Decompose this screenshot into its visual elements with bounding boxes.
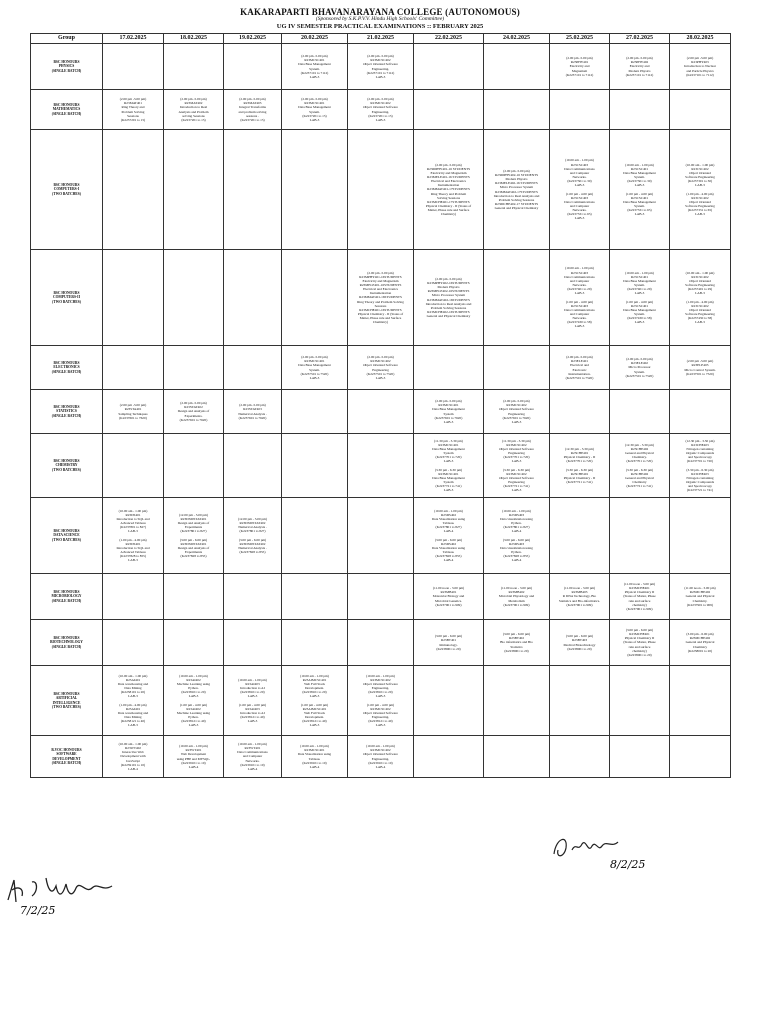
exam-slot (103, 574, 164, 620)
exam-slot: (2.00 pm -5.00 pm) R23STAT403 Numerical Analysis . (K2237601 to 7620) (224, 390, 282, 434)
schedule-row (31, 90, 731, 130)
group-name: B.VOC HONOURS SOFTWARE DEVELOPMENT (SINGLE BATCH) (31, 736, 103, 778)
schedule-row (31, 130, 731, 250)
exam-slot (550, 90, 610, 130)
schedule-row (31, 666, 731, 736)
college-title: KAKARAPARTI BHAVANARAYANA COLLEGE (AUTONOMOUS) (240, 7, 520, 17)
exam-slot (348, 620, 414, 666)
exam-slot: (2.00 pm -5.00 pm) R23MCSC401 Data Base Management System. (K2237101 to 7112) LAB-3 (282, 44, 348, 90)
exam-slot: (2.00 pm -5.00 pm) R23PHY403 Introduction to Nuclear and Particle Physics (K2237101 to 7112) (670, 44, 731, 90)
exam-slot: (10.00 am - 1.00 pm) R23WT401 Data Communications and Computer Networks. (K2239101 to 10) LAB-4 (224, 736, 282, 778)
header-date: 22.02.2025 (414, 34, 484, 44)
exam-slot (414, 666, 484, 736)
table-header-row (31, 34, 731, 44)
signature-right-date: 8/2/25 (610, 858, 646, 871)
exam-slot: (2.00 pm -5.00 pm) R23MAT401 Ring Theory and Problem Solving Sessions (K2237201 to 15) (103, 90, 164, 130)
exam-slot: (10.00 am - 1.00 pm) R23CSC401 Data Base Management System. (K2237401 to 29) LAB-3 (1.00 pm - 4.00 pm) R23CSC401 Data Base Management System. (K2237430 to 58) LAB-3 (610, 250, 670, 346)
exam-slot (670, 498, 731, 574)
exam-slot (484, 666, 550, 736)
exam-slot (670, 736, 731, 778)
exam-slot: (10.00 am - 1.00 pm) R23MCSC402 Object Oriented Software Engineering. (K2239101 to 10) LAB-4 (348, 736, 414, 778)
exam-slot (103, 434, 164, 498)
exam-slot (550, 390, 610, 434)
exam-slot: (12.30 pm - 3.30 pm) R23CHE401 Physical Chemistry - II (K2237701 to 720) (3.30 pm - 6.30 pm) R23CHE401 Physical Chemistry - II (K2237721 to 741) (550, 434, 610, 498)
exam-slot: (3.00 pm - 6.00 pm) R23MCHE401 Physical Chemistry II (States of Matter, Phase rule and surface chemistry) (K2238001 to 20) (610, 620, 670, 666)
schedule-row (31, 390, 731, 434)
exam-slot (348, 130, 414, 250)
exam-slot (164, 250, 224, 346)
exam-slot (670, 390, 731, 434)
exam-slot: (3.00 pm - 6.00 pm) R23BT402 Bio informatics and Bio Statistics (K2238001 to 20) (484, 620, 550, 666)
signature-left (2, 870, 142, 920)
exam-slot (610, 390, 670, 434)
exam-slot: (2.00 pm -5.00 pm) R23MCSC401 Data Base Management System. (K2237501 to 7520) LAB-3 (282, 346, 348, 390)
exam-slot: (2.00 pm -5.00 pm) R23ELE403 Micro Control System. (K2237501 to 7520) (670, 346, 731, 390)
exam-slot: (10.00 am - 1.00 pm) R23MCSC401 Data Visualization using Tableau. (K2239101 to 10) LAB-4 (282, 736, 348, 778)
exam-slot: (11.00 noon - 3.00 pm) R23MCHE401 Physical Chemistry II (States of Matter, Phase rule and surface chemistry) (K2237901 to 909) (610, 574, 670, 620)
exam-slot: (2.00 pm -5.00 pm) R23MCSC401 Data Base Management System (K2237601 to 7620) LAB-3 (414, 390, 484, 434)
group-name: BSC HONOURS ARTIFICIAL INTELLIGENCE (TWO BATCHES) (31, 666, 103, 736)
exam-slot: (2.00 pm -5.00 pm) R23MCSC402 Object Oriented Software Engineering. (K2237201 to 15) LAB-3 (348, 90, 414, 130)
exam-slot (164, 434, 224, 498)
exam-slot (282, 498, 348, 574)
exam-slot (610, 736, 670, 778)
exam-slot: (11.30 pm - 3.30 pm) R23MCSC402 Object Oriented Software Engineering (K2237701 to 720) LAB-3 (3.30 pm - 6.30 pm) R23MCSC402 Object Oriented Software Engineering (K2237721 to 741) LAB-3 (484, 434, 550, 498)
schedule-row (31, 620, 731, 666)
exam-slot (282, 130, 348, 250)
header-date: 18.02.2025 (164, 34, 224, 44)
exam-slot (348, 498, 414, 574)
exam-slot: (10.00 am - 1.00 pm) R23MCSC402 Object Oriented Software Engineering. (K2238101 to 20) LAB-3 (1.00 pm - 4.00 pm) R23MCSC402 Object Oriented Software Engineering. (K2238121 to 40) LAB-3 (348, 666, 414, 736)
exam-slot (164, 346, 224, 390)
exam-slot (224, 346, 282, 390)
exam-slot: (11.00 noon - 3.00 pm) R23MCHE402 General and Physical Chemistry. (K2237901 to 909) (670, 574, 731, 620)
exam-slot: (2.00 pm -5.00 pm) R23MPHY401-16STUDENTS Electricity and Magnetism R23MELE401-16STUDENTS Electrical and Electronics Instrumentation R23MMAT401-16STUDENTS Ring Theory and Problem Solving Sessions R23MCHE401-16STUDENTS Physical Chemistry - II (States of Matter, Phase rule and Surface Chemistry) (348, 250, 414, 346)
exam-slot (224, 130, 282, 250)
exam-slot: (12.00 pm - 3.00 pm) R23DSMSTAT402 Numerical Analysis . (K2237801 to 827) (3.00 pm - 6.00 pm) R23DSMSTAT402 Numerical Analysis . (K2237828 to 855) (224, 498, 282, 574)
exam-slot (224, 574, 282, 620)
exam-slot: (2.00 pm -5.00 pm) R23MAT402 Introduction to Real Analysis and Problem solving Sessions (K2237201 to 15) (164, 90, 224, 130)
exam-slot: (2.00 pm -5.00 pm) R23MCSC402 Object Oriented Software Engineering (K2237501 to 7520) LAB-3 (348, 346, 414, 390)
header-date: 21.02.2025 (348, 34, 414, 44)
group-name: BSC HONOURS COMPUTERS-II (TWO BATCHES) (31, 250, 103, 346)
exam-slot: (2.00 pm -5.00 pm) R23STA401 Sampling Techniques (K2237601 to 7620) (103, 390, 164, 434)
exam-slot: (3.00 pm - 6.00 pm) R23BT401 Immunology. (K2238001 to 20) (414, 620, 484, 666)
exam-slot (550, 498, 610, 574)
schedule-row (31, 498, 731, 574)
exam-slot: (3.00 pm - 6.00 pm) R23MCHE402 General and Physical Chemistry (K2238001 to 20) (670, 620, 731, 666)
exam-slot (103, 346, 164, 390)
exam-slot: (10.00 am - 1.00 pm) R23WT402 Interactive Web Development with JavaScript (K2239101 to 10) LAB-4 (103, 736, 164, 778)
exam-slot (610, 90, 670, 130)
exam-slot: (10.00 am - 1.00 pm) R23DS402 Data Visualization using Tableau. (K2237801 to 827) LAB-4 (3.00 pm - 6.00 pm) R23DS402 Data Visualization using Tableau. (K2237828 to 855) LAB-4 (414, 498, 484, 574)
exam-slot: (10.00 am - 1.00 pm) R23CSC401 Data Base Management System. (K2237301 to 30) LAB-3 (1.00 pm - 4.00 pm) R23CSC401 Data Base Management System. (K2237331 to 65) LAB-3 (610, 130, 670, 250)
group-name: BSC HONOURS ELECTRONICS (SINGLE BATCH) (31, 346, 103, 390)
exam-slot (550, 736, 610, 778)
group-name: BSC HONOURS MATHEMATICS (SINGLE BATCH) (31, 90, 103, 130)
exam-slot: (2.00 pm -5.00 pm) R23MAT403 Integral Transforms and problem solving sessions . (K2237201 to 15) (224, 90, 282, 130)
document-page (30, 8, 730, 778)
exam-slot (103, 130, 164, 250)
exam-slot (550, 666, 610, 736)
exam-slot (484, 736, 550, 778)
header-date: 19.02.2025 (224, 34, 282, 44)
exam-slot: (10.00 am - 1.00 pm) R23DS403 Data visualization using Python. (K2237801 to 827) LAB-4 (3.00 pm - 6.00 pm) R23DS403 Data visualization using Python. (K2237828 to 855) LAB-4 (484, 498, 550, 574)
exam-slot (282, 434, 348, 498)
exam-slot (484, 346, 550, 390)
exam-slot (164, 620, 224, 666)
exam-slot (282, 574, 348, 620)
exam-slot (484, 90, 550, 130)
exam-slot (348, 390, 414, 434)
group-name: BSC HONOURS BIOTECHNOLOGY (SINGLE BATCH) (31, 620, 103, 666)
exam-slot (164, 44, 224, 90)
exam-slot: (10.00 am - 1.00 pm) R23CSC402 Object Oriented Software Engineering (K2237301 to 30) LAB-3 (1.00 pm - 4.00 pm) R23CSC402 Object Oriented Software Engineering (K2237331 to 65) LAB-3 (670, 130, 731, 250)
exam-slot: (10.00 am - 1.00 pm) R23AI401 Data warehousing and Data Mining (K2238101 to 20) LAB-3 (1.00 pm - 4.00 pm) R23AI401 Data warehousing and Data Mining (K2238121 to 40) LAB-3 (103, 666, 164, 736)
exam-slot (670, 666, 731, 736)
group-name: BSC HONOURS CHEMISTRY (TWO BATCHES) (31, 434, 103, 498)
exam-slot: (2.00 pm -5.00 pm) R23ELE401 Electrical and Electronic Instrumentation. (K2237501 to 7520) (550, 346, 610, 390)
exam-slot (224, 434, 282, 498)
schedule-row (31, 736, 731, 778)
sponsor-line: (Sponsored by S.K.P.V.V. Hindu High Schools' Committee) (315, 16, 445, 23)
exam-slot: (2.00 pm -5.00 pm) R23MCSC401 Data Base Management System. (K2237201 to 15) LAB-3 (282, 90, 348, 130)
group-name: BSC HONOURS PHYSICS (SINGLE BATCH) (31, 44, 103, 90)
group-name: BSC HONOURS MICROBIOLOGY (SINGLE BATCH) (31, 574, 103, 620)
header-date: 25.02.2025 (550, 34, 610, 44)
schedule-table (30, 33, 731, 778)
exam-slot (282, 390, 348, 434)
exam-slot (610, 666, 670, 736)
exam-slot: (10.00 am - 1.00 pm) R23WT401 Web Development using PHP and MYSQL. (K2239101 to 10) LAB-4 (164, 736, 224, 778)
table-body (31, 44, 731, 778)
exam-slot: (11.00 noon - 3.00 pm) R23MB401 Molecular Biology and Microbial Genetics. (K2237901 to 909) (414, 574, 484, 620)
exam-slot: (10.00 am - 1.00 pm) R23AI402 Machine Learning using Python. (K2238101 to 20) LAB-3 (1.00 pm - 4.00 pm) R23AI402 Machine Learning using Python. (K2238121 to 40) LAB-3 (164, 666, 224, 736)
exam-slot (484, 250, 550, 346)
group-name: BSC HONOURS DATA SCIENCE (TWO BATCHES) (31, 498, 103, 574)
exam-slot: (2.00 pm -5.00 pm) R23MPHY401-16 STUDENTS Electricity and Magnetism R23MELE401-16 STUDENTS Electrical and Electronics Instrumentation R23MMAT401-17STUDENTS Ring Theory and Problem Solving Sessions R23MCHE401-17STUDENTS Physical Chemistry - II (States of Matter, Phase rule and Surface Chemistry) (414, 130, 484, 250)
schedule-row (31, 346, 731, 390)
exam-slot (103, 620, 164, 666)
header-date: 20.02.2025 (282, 34, 348, 44)
exam-slot (282, 250, 348, 346)
group-name: BSC HONOURS STATISTICS (SINGLE BATCH) (31, 390, 103, 434)
exam-slot (670, 90, 731, 130)
exam-slot: (2.00 pm -5.00 pm) R23MCSC402 Object Oriented Software Engineering (K2237601 to 7620) LAB-3 (484, 390, 550, 434)
exam-slot (348, 434, 414, 498)
header-date: 27.02.2025 (610, 34, 670, 44)
exam-slot: (11.00 noon - 3.00 pm) R23MB402 Microbial Physiology and Metabolism (K2237901 to 909) (484, 574, 550, 620)
exam-slot (103, 250, 164, 346)
exam-slot (224, 250, 282, 346)
exam-slot: (2.00 pm -5.00 pm) R23MCSC402 Object Oriented Software Engineering. (K2237101 to 7112) LAB-3 (348, 44, 414, 90)
exam-slot: (11.00 noon - 3.00 pm) R23MB403 R DNA Technology, Bio Statistics and Bio-informatics. (K2237901 to 909) (550, 574, 610, 620)
exam-slot: (12.00 pm - 3.00 pm) R23DSMSTAT401 Design and Analysis of Experiments (K2237801 to 827) (3.00 pm - 6.00 pm) R23DSMSTAT401 Design and Analysis of Experiments (K2237828 to 855) (164, 498, 224, 574)
exam-slot (414, 90, 484, 130)
exam-slot (348, 574, 414, 620)
schedule-row (31, 44, 731, 90)
schedule-row (31, 250, 731, 346)
document-header (30, 8, 730, 31)
exam-slot: (12.30 pm - 3.30 pm) R23CHE403 Nitrogen containing Organic Compounds and Spectroscopy (K2237701 to 720) (3.30 pm - 6.30 pm) R23CHE403 Nitrogen containing Organic Compounds and Spectroscopy (K2237721 to 741) (670, 434, 731, 498)
exam-slot (282, 620, 348, 666)
exam-slot (414, 736, 484, 778)
signature-left-date: 7/2/25 (20, 904, 56, 917)
exam-slot (224, 44, 282, 90)
exam-title: UG IV SEMESTER PRACTICAL EXAMINATIONS :: FEBRUARY 2025 (276, 23, 484, 31)
exam-slot: (12.30 pm - 3.30 pm) R23CHE402 General and Physical Chemistry. (K2237701 to 720) (3.30 pm - 6.30 pm) R23CHE402 General and Physical Chemistry (K2237721 to 741) (610, 434, 670, 498)
exam-slot: (10.00 am - 1.00 pm) R23CSC403 Data Communications and Computer Networks. (K2237401 to 29) LAB-3 (1.00 pm - 4.00 pm) R23CSC403 Data Communications and Computer Networks. (K2237430 to 58) LAB-3 (550, 250, 610, 346)
exam-slot: (10.00 am - 1.00 pm) R23AIMCSC401 Web Full Stack Development. (K2238101 to 20) LAB-3 (1.00 pm - 4.00 pm) R23AIMCSC401 Web Full Stack Development. (K2238121 to 40) LAB-3 (282, 666, 348, 736)
exam-slot: (2.00 pm -5.00 pm) R23MPHY402-16 STUDENTS Modern Physics R23MELE402-16 STUDENTS Micro Processor System R23MMAT402-17STUDENTS Introduction to Real Analysis and Problem Solving Sessions R23MCHE402-17 STUDENTS General and Physical Chemistry (484, 130, 550, 250)
exam-slot (414, 346, 484, 390)
exam-slot: (10.00 am - 1.00 pm) R23CSC403 Data Communications and Computer Networks. (K2237301 to 30) LAB-3 (1.00 pm - 4.00 pm) R23CSC403 Data Communications and Computer Networks. (K2237331 to 65) LAB-3 (550, 130, 610, 250)
exam-slot: (10.00 am - 1.00 pm) R23DS401 Introduction to SQL and Advanced Tableau (K2237801 to 827) LAB-3 (1.00 pm - 4.00 pm) R23DS401 Introduction to SQL and Advanced Tableau (K2237828 to 855) LAB-3 (103, 498, 164, 574)
header-group: Group (31, 34, 103, 44)
group-name: BSC HONOURS COMPUTERS-I (TWO BATCHES) (31, 130, 103, 250)
signature-right (548, 828, 658, 878)
exam-slot (610, 498, 670, 574)
exam-slot: (2.00 pm -5.00 pm) R23PHY402 Electricity and Modern Physics (K2237101 to 7112) (610, 44, 670, 90)
header-date: 24.02.2025 (484, 34, 550, 44)
schedule-row (31, 574, 731, 620)
exam-slot: (2.00 pm -5.00 pm) R23ELE402 Micro Processor System. (K2237501 to 7520) (610, 346, 670, 390)
exam-slot (164, 130, 224, 250)
header-date: 28.02.2025 (670, 34, 731, 44)
exam-slot: (2.00 pm -5.00 pm) R23STAT402 Design and Analysis of Experiments. (K2237601 to 7620) (164, 390, 224, 434)
header-date: 17.02.2025 (103, 34, 164, 44)
exam-slot (414, 44, 484, 90)
exam-slot: (10.00 am - 1.00 pm) R23CSC402 Object Oriented Software Engineering (K2237401 to 29) LAB-3 (1.00 pm - 4.00 pm) R23CSC402 Object Oriented Software Engineering (K2237430 to 58) LAB-3 (670, 250, 731, 346)
exam-slot: (2.00 pm -5.00 pm) R23MPHY402-16STUDENTS Modern Physics R23MELE402-16STUDENTS Micro Processor System R23MMAT402-16STUDENTS Introduction to Real Analysis and Problem Solving Sessions R23MCHE402-16STUDENTS General and Physical Chemistry (414, 250, 484, 346)
exam-slot: (2.00 pm -5.00 pm) R23PHY401 Electricity and Magnetism (K2237101 to 7112) (550, 44, 610, 90)
exam-slot (164, 574, 224, 620)
exam-slot (103, 44, 164, 90)
exam-slot: (10.00 am - 1.00 pm) R23AI403 Introduction to AI (K2238101 to 20) LAB-3 (1.00 pm - 4.00 pm) R23AI403 Introduction to AI (K2238121 to 40) LAB-3 (224, 666, 282, 736)
schedule-row (31, 434, 731, 498)
exam-slot: (3.00 pm - 6.00 pm) R23BT403 Medical Biotechnology (K2238001 to 20) (550, 620, 610, 666)
exam-slot (484, 44, 550, 90)
exam-slot (224, 620, 282, 666)
exam-slot: (11.30 pm - 3.30 pm) R23MCSC401 Data Base Management System (K2237701 to 720) LAB-3 (3.30 pm - 6.30 pm) R23MCSC401 Data Base Management System (K2237721 to 741) LAB-3 (414, 434, 484, 498)
